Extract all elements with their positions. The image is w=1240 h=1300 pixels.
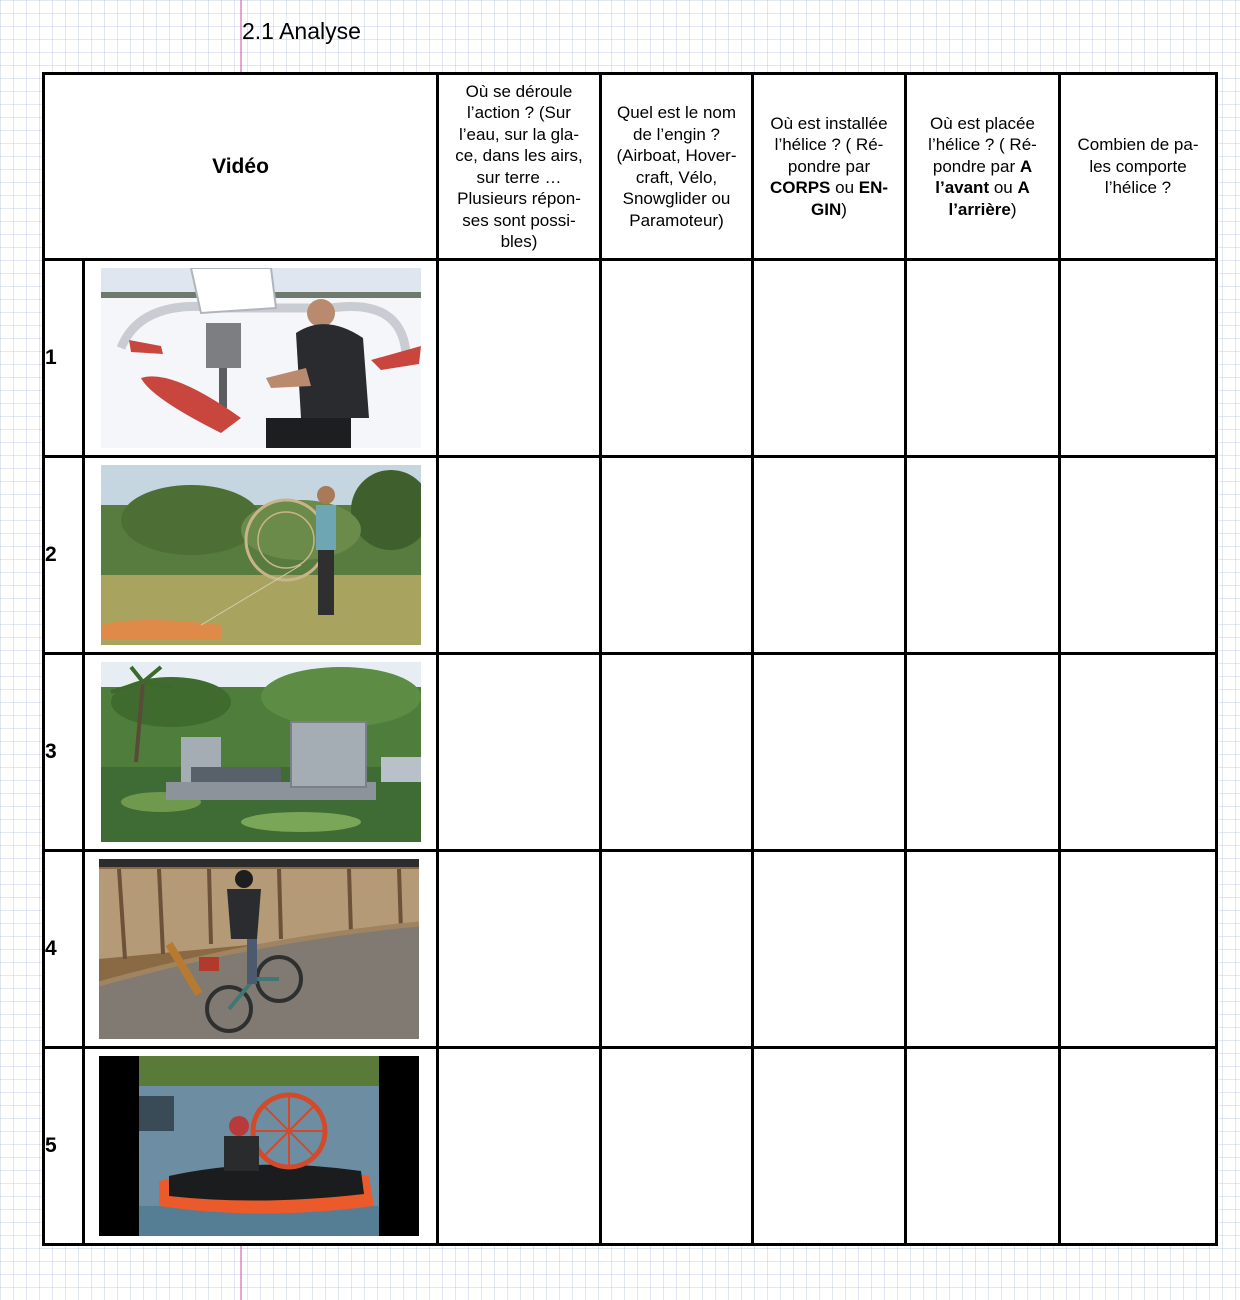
answer-cell[interactable] <box>601 654 753 851</box>
answer-cell[interactable] <box>1060 260 1217 457</box>
answer-cell[interactable] <box>601 260 753 457</box>
row-number: 1 <box>44 260 84 457</box>
answer-cell[interactable] <box>438 851 601 1048</box>
answer-cell[interactable] <box>1060 851 1217 1048</box>
column-header-vehicle-name: Quel est le nom de l’engin ? (Airboat, Hover- craft, Vélo, Snowglider ou Paramoteur) <box>601 74 753 260</box>
video-thumbnail-cell <box>84 851 438 1048</box>
propeller-bike-photo-icon <box>99 859 419 1039</box>
video-thumbnail-cell <box>84 654 438 851</box>
table-row <box>44 851 1217 1048</box>
answer-cell[interactable] <box>753 260 906 457</box>
answer-cell[interactable] <box>906 654 1060 851</box>
snowglider-photo-icon <box>101 268 421 448</box>
video-thumbnail-cell <box>84 1048 438 1245</box>
table-row <box>44 654 1217 851</box>
answer-cell[interactable] <box>601 457 753 654</box>
column-header-location: Où se déroule l’action ? (Sur l’eau, sur la gla- ce, dans les airs, sur terre … Plusieurs répon- ses sont possi- bles) <box>438 74 601 260</box>
answer-cell[interactable] <box>753 457 906 654</box>
answer-cell[interactable] <box>438 654 601 851</box>
table-row <box>44 457 1217 654</box>
answer-cell[interactable] <box>753 654 906 851</box>
row-number: 5 <box>44 1048 84 1245</box>
table-row <box>44 1048 1217 1245</box>
video-thumbnail-cell <box>84 260 438 457</box>
answer-cell[interactable] <box>1060 457 1217 654</box>
column-header-video: Vidéo <box>44 74 438 260</box>
answer-cell[interactable] <box>906 457 1060 654</box>
answer-cell[interactable] <box>438 457 601 654</box>
column-header-propeller-mount: Où est installée l’hélice ? ( Ré- pondre par CORPS ou EN- GIN) <box>753 74 906 260</box>
column-header-blade-count: Combien de pa- les comporte l’hélice ? <box>1060 74 1217 260</box>
row-number: 3 <box>44 654 84 851</box>
answer-cell[interactable] <box>601 1048 753 1245</box>
analysis-table <box>42 72 1218 1246</box>
column-header-propeller-position: Où est placée l’hélice ? ( Ré- pondre par A l’avant ou A l’arrière) <box>906 74 1060 260</box>
answer-cell[interactable] <box>438 260 601 457</box>
answer-cell[interactable] <box>753 851 906 1048</box>
table-row <box>44 260 1217 457</box>
airboat-photo-icon <box>101 662 421 842</box>
video-thumbnail-cell <box>84 457 438 654</box>
answer-cell[interactable] <box>438 1048 601 1245</box>
answer-cell[interactable] <box>906 1048 1060 1245</box>
answer-cell[interactable] <box>906 851 1060 1048</box>
row-number: 2 <box>44 457 84 654</box>
page-title: 2.1 Analyse <box>242 18 361 44</box>
answer-cell[interactable] <box>601 851 753 1048</box>
answer-cell[interactable] <box>1060 654 1217 851</box>
hovercraft-photo-icon <box>99 1056 419 1236</box>
answer-cell[interactable] <box>753 1048 906 1245</box>
paramotor-photo-icon <box>101 465 421 645</box>
row-number: 4 <box>44 851 84 1048</box>
header-row <box>44 74 1217 260</box>
answer-cell[interactable] <box>906 260 1060 457</box>
answer-cell[interactable] <box>1060 1048 1217 1245</box>
